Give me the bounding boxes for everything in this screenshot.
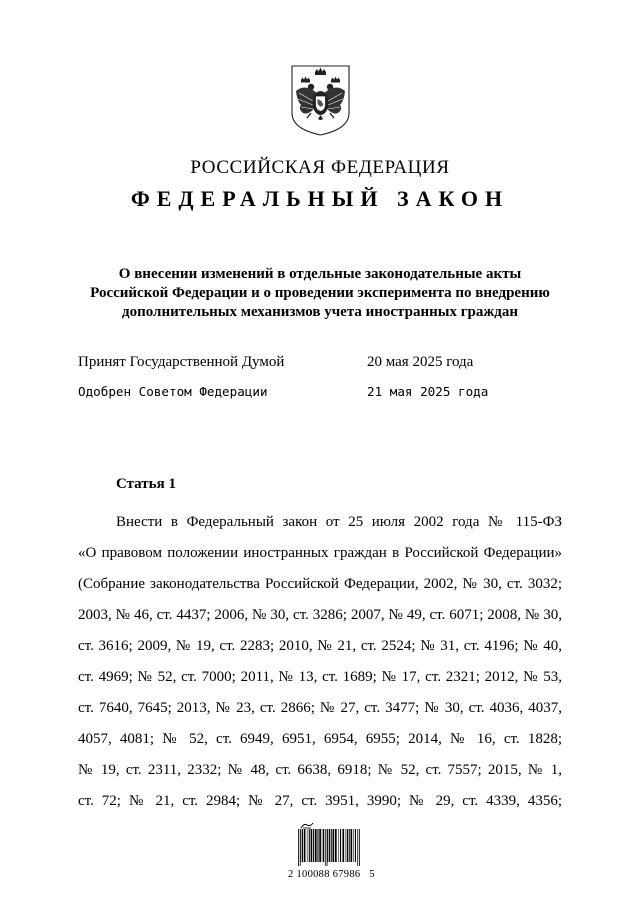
- barcode-logo-icon: [300, 822, 314, 829]
- barcode-number: 2 100088 67986 5: [288, 869, 375, 880]
- russian-coat-of-arms-icon: [289, 63, 352, 137]
- article-text-line: ст. 72; № 21, ст. 2984; № 27, ст. 3951, 3990; № 29, ст. 4339, 4356;: [78, 793, 562, 809]
- adoption-label: Принят Государственной Думой: [78, 354, 285, 370]
- barcode-bars: [298, 829, 376, 866]
- article-text-line: Внести в Федеральный закон от 25 июля 2002 года № 115-ФЗ: [116, 514, 562, 530]
- law-title-line: дополнительных механизмов учета иностранных граждан: [122, 304, 518, 320]
- law-title: [90, 265, 550, 322]
- article-text-line: «О правовом положении иностранных граждан в Российской Федерации»: [78, 545, 562, 561]
- adoption-date: 21 мая 2025 года: [367, 384, 489, 399]
- adoption-label: Одобрен Советом Федерации: [78, 384, 268, 399]
- article-text-line: ст. 7640, 7645; 2013, № 23, ст. 2866; № 27, ст. 3477; № 30, ст. 4036, 4037,: [78, 700, 562, 716]
- law-title-line: О внесении изменений в отдельные законодательные акты: [118, 266, 522, 282]
- article-text-line: ст. 4969; № 52, ст. 7000; 2011, № 13, ст. 1689; № 17, ст. 2321; 2012, № 53,: [78, 669, 562, 685]
- barcode: [288, 822, 383, 882]
- article-body: [78, 507, 562, 817]
- law-title-line: Российской Федерации и о проведении эксперимента по внедрению: [90, 285, 550, 301]
- law-type-heading: ФЕДЕРАЛЬНЫЙ ЗАКОН: [130, 186, 510, 211]
- adoption-date: 20 мая 2025 года: [367, 354, 474, 370]
- article-text-line: 4057, 4081; № 52, ст. 6949, 6951, 6954, 6955; 2014, № 16, ст. 1828;: [78, 731, 562, 747]
- article-heading: Статья 1: [116, 476, 176, 492]
- article-text-line: ст. 3616; 2009, № 19, ст. 2283; 2010, № 21, ст. 2524; № 31, ст. 4196; № 40,: [78, 638, 562, 654]
- article-text-line: 2003, № 46, ст. 4437; 2006, № 30, ст. 3286; 2007, № 49, ст. 6071; 2008, № 30,: [78, 607, 562, 623]
- article-text-line: № 19, ст. 2311, 2332; № 48, ст. 6638, 6918; № 52, ст. 7557; 2015, № 1,: [78, 762, 562, 778]
- article-text-line: (Собрание законодательства Российской Федерации, 2002, № 30, ст. 3032;: [78, 576, 562, 592]
- country-name: РОССИЙСКАЯ ФЕДЕРАЦИЯ: [190, 157, 450, 178]
